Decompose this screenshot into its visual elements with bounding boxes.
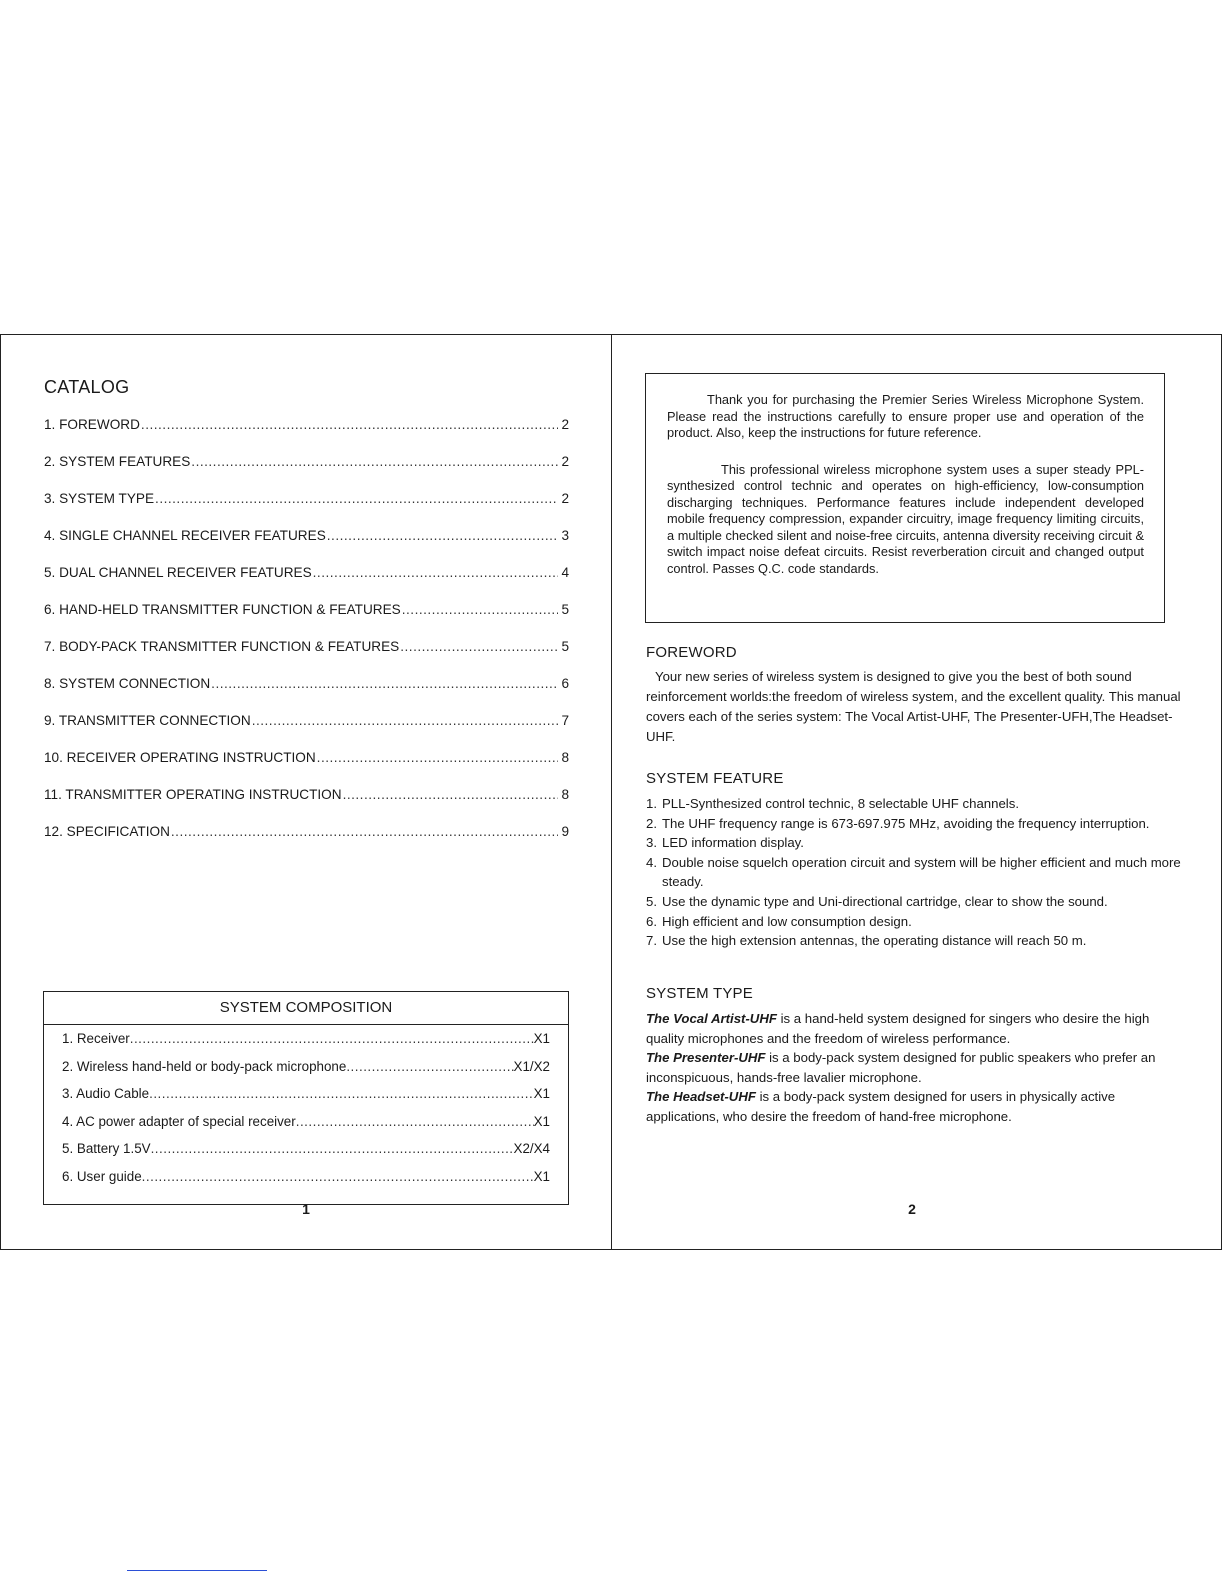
feature-text: Double noise squelch operation circuit and system will be higher efficient and much more steady. — [662, 854, 1181, 890]
page-number: 2 — [908, 1201, 916, 1217]
composition-item — [62, 1114, 550, 1142]
toc-leader — [191, 454, 558, 469]
composition-item — [62, 1086, 550, 1114]
feature-item — [646, 892, 1186, 912]
toc-entry[interactable] — [44, 491, 569, 528]
system-type-name: The Headset-UHF — [646, 1089, 756, 1105]
toc-page: 2 — [561, 417, 569, 432]
feature-item — [646, 853, 1186, 892]
composition-item-label: 4. AC power adapter of special receiver — [62, 1113, 296, 1129]
toc-entry[interactable] — [44, 602, 569, 639]
toc-label: 5. DUAL CHANNEL RECEIVER FEATURES — [44, 565, 312, 580]
composition-item — [62, 1059, 550, 1087]
system-type-description: is a hand-held system designed for singers who desire the high quality microphones and the freedom of wireless performance. — [646, 1011, 1150, 1046]
toc-leader — [400, 639, 558, 654]
feature-text: The UHF frequency range is 673-697.975 MHz, avoiding the frequency interruption. — [662, 815, 1150, 831]
toc-entry[interactable] — [44, 417, 569, 454]
feature-number: 3. — [646, 835, 657, 851]
system-type-heading: SYSTEM TYPE — [646, 985, 753, 1002]
system-type-name: The Vocal Artist-UHF — [646, 1011, 777, 1026]
toc-entry[interactable] — [44, 639, 569, 676]
composition-item — [62, 1169, 550, 1197]
footer-link-underline[interactable] — [127, 1570, 267, 1571]
toc-page: 9 — [561, 824, 569, 839]
catalog-title: CATALOG — [44, 377, 130, 397]
system-type-name: The Presenter-UHF — [646, 1050, 766, 1066]
toc-leader — [327, 528, 558, 543]
toc-label: 3. SYSTEM TYPE — [44, 491, 155, 506]
composition-item-qty: X1 — [533, 1168, 550, 1184]
feature-number: 2. — [646, 815, 657, 831]
toc-label: 6. HAND-HELD TRANSMITTER FUNCTION & FEATURES — [44, 602, 401, 617]
intro-paragraph: This professional wireless microphone system uses a super steady PPL-synthesized control technic and operates on high-efficiency, low-consumption discharging techniques. Performance features include independent developed mobile frequency compression, expander circuitry, image frequency limiting circuits, a multiple checked silent and noise-free circuits, antenna diversity receiving circuit & switch impact noise defeat circuits. Resist reverberation circuit and changed output control. Passes Q.C. code standards. — [667, 461, 1144, 576]
toc-entry[interactable] — [44, 824, 569, 861]
composition-item-label: 5. Battery 1.5V — [62, 1141, 151, 1156]
composition-item-qty: X2/X4 — [513, 1141, 550, 1156]
toc-page: 7 — [561, 713, 569, 728]
toc-entry[interactable] — [44, 565, 569, 602]
toc-leader — [317, 750, 558, 765]
foreword-text: Your new series of wireless system is designed to give you the best of both sound reinforcement worlds:the freedom of wireless system, and the excellent quality. This manual covers each of the series system: The Vocal Artist-UHF, The Presenter-UFH,The Headset-UHF. — [646, 669, 1181, 744]
feature-text: Use the high extension antennas, the operating distance will reach 50 m. — [662, 933, 1087, 949]
toc-page: 8 — [561, 750, 569, 765]
composition-leader — [296, 1114, 534, 1129]
composition-item-label: 3. Audio Cable — [62, 1086, 150, 1101]
toc-label: 8. SYSTEM CONNECTION — [44, 676, 211, 691]
toc-label: 1. FOREWORD — [44, 417, 140, 432]
toc-entry[interactable] — [44, 454, 569, 491]
feature-text: PLL-Synthesized control technic, 8 selectable UHF channels. — [662, 796, 1019, 811]
toc-leader — [211, 676, 558, 691]
toc-page: 4 — [561, 565, 569, 580]
system-type-item — [646, 1087, 1172, 1126]
page-number: 1 — [302, 1201, 310, 1217]
toc-page: 3 — [561, 528, 569, 543]
toc-label: 11. TRANSMITTER OPERATING INSTRUCTION — [44, 787, 342, 802]
composition-item-label: 2. Wireless hand-held or body-pack microphone — [62, 1058, 347, 1074]
composition-title: SYSTEM COMPOSITION — [44, 992, 568, 1025]
composition-item-qty: X1 — [533, 1113, 550, 1129]
feature-number: 6. — [646, 913, 657, 929]
toc-page: 2 — [561, 491, 569, 506]
system-type-description: is a body-pack system designed for public speakers who prefer an inconspicuous, hands-free lavalier microphone. — [646, 1050, 1156, 1085]
feature-item — [646, 931, 1186, 951]
booklet-spread — [0, 334, 1222, 1250]
toc-entry[interactable] — [44, 676, 569, 713]
composition-leader — [346, 1059, 513, 1074]
composition-item-qty: X1 — [533, 1086, 550, 1101]
toc-page: 5 — [561, 602, 569, 617]
system-feature-heading: SYSTEM FEATURE — [646, 770, 784, 787]
toc-leader — [343, 787, 558, 802]
toc-entry[interactable] — [44, 528, 569, 565]
toc-page: 6 — [561, 676, 569, 691]
toc-label: 7. BODY-PACK TRANSMITTER FUNCTION & FEATURES — [44, 639, 400, 654]
feature-item — [646, 912, 1186, 932]
feature-item — [646, 833, 1186, 853]
composition-leader — [142, 1169, 534, 1184]
system-type-list — [646, 1009, 1172, 1127]
intro-paragraph: Thank you for purchasing the Premier Series Wireless Microphone System. Please read the instructions carefully to ensure proper use and operation of the product. Also, keep the instructions for future reference. — [667, 392, 1144, 440]
foreword-heading: FOREWORD — [646, 644, 737, 661]
toc-label: 9. TRANSMITTER CONNECTION — [44, 713, 251, 728]
toc-page: 2 — [561, 454, 569, 469]
system-composition-box — [43, 991, 569, 1205]
composition-item-label: 6. User guide — [62, 1168, 142, 1184]
toc-label: 4. SINGLE CHANNEL RECEIVER FEATURES — [44, 528, 326, 543]
toc-leader — [171, 824, 558, 839]
composition-list — [44, 1025, 568, 1196]
composition-item-qty: X1 — [533, 1031, 550, 1046]
system-feature-list — [646, 794, 1186, 951]
page-1 — [1, 335, 611, 1249]
toc-leader — [141, 417, 558, 432]
page-2 — [612, 335, 1222, 1249]
toc-label: 2. SYSTEM FEATURES — [44, 454, 191, 469]
system-type-description: is a body-pack system designed for users in physically active applications, who desire the freedom of hand-free microphone. — [646, 1089, 1116, 1124]
intro-box — [645, 373, 1165, 623]
toc-page: 8 — [561, 787, 569, 802]
toc-entry[interactable] — [44, 787, 569, 824]
feature-text: Use the dynamic type and Uni-directional cartridge, clear to show the sound. — [662, 893, 1108, 909]
feature-text: High efficient and low consumption design. — [662, 913, 912, 929]
feature-item — [646, 814, 1186, 834]
system-type-item — [646, 1009, 1172, 1048]
toc-label: 10. RECEIVER OPERATING INSTRUCTION — [44, 750, 316, 765]
composition-leader — [151, 1141, 514, 1156]
feature-number: 7. — [646, 933, 657, 949]
table-of-contents — [44, 417, 569, 861]
composition-leader — [149, 1086, 534, 1101]
system-type-item — [646, 1048, 1172, 1087]
toc-leader — [313, 565, 558, 580]
composition-item — [62, 1141, 550, 1169]
composition-item — [62, 1031, 550, 1059]
composition-item-label: 1. Receiver — [62, 1031, 130, 1046]
toc-page: 5 — [561, 639, 569, 654]
toc-leader — [402, 602, 558, 617]
feature-text: LED information display. — [662, 835, 804, 851]
toc-leader — [252, 713, 558, 728]
feature-number: 4. — [646, 854, 657, 870]
feature-number: 5. — [646, 893, 657, 909]
toc-entry[interactable] — [44, 750, 569, 787]
composition-item-qty: X1/X2 — [513, 1058, 550, 1074]
toc-entry[interactable] — [44, 713, 569, 750]
toc-leader — [155, 491, 558, 506]
feature-number: 1. — [646, 796, 657, 811]
toc-label: 12. SPECIFICATION — [44, 824, 170, 839]
composition-leader — [130, 1031, 534, 1046]
feature-item — [646, 794, 1186, 814]
